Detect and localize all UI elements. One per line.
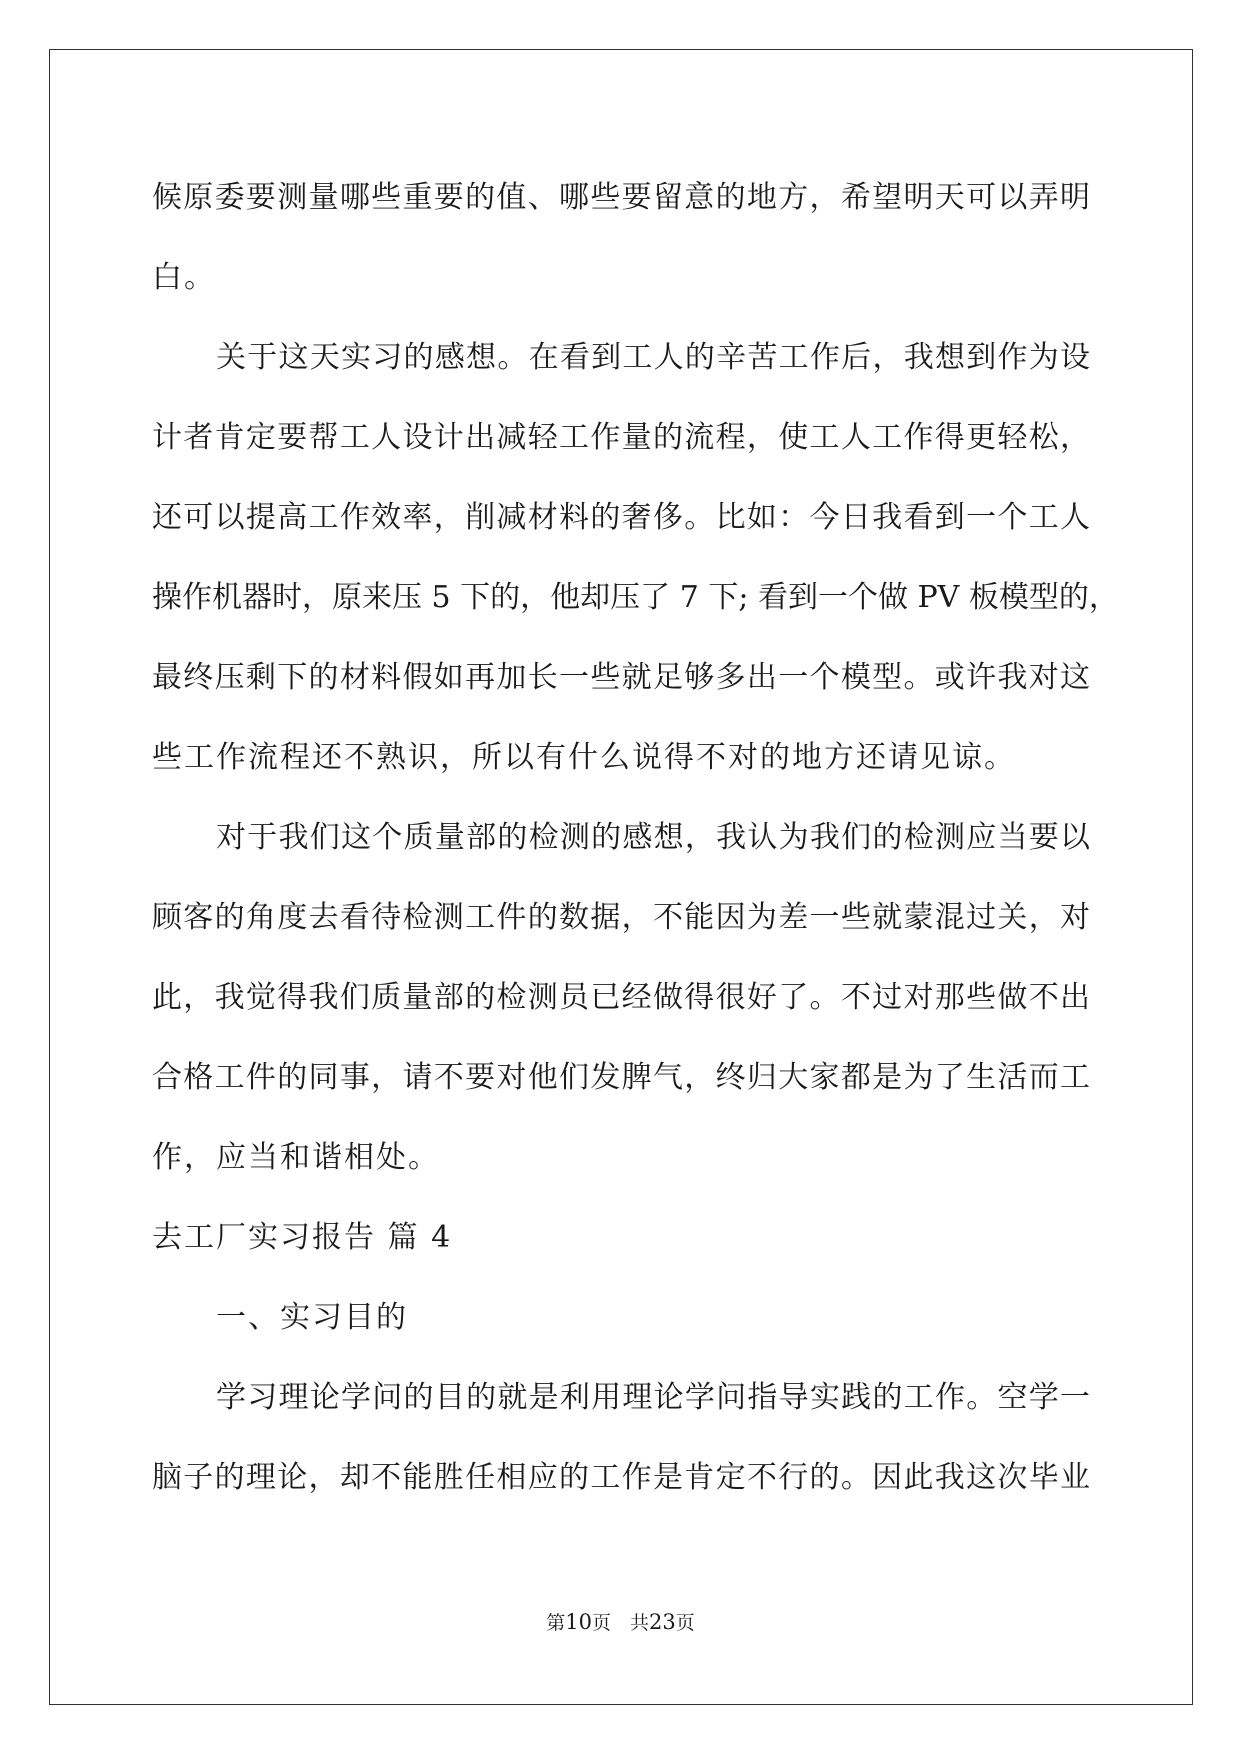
- page-total-number: 23: [649, 1610, 676, 1634]
- paragraph-line: 合格工件的同事，请不要对他们发脾气，终归大家都是为了生活而工: [152, 1060, 1090, 1095]
- page-footer: [0, 1608, 1241, 1635]
- paragraph-line: 还可以提高工作效率，削减材料的奢侈。比如：今日我看到一个工人: [152, 500, 1090, 535]
- paragraph-line: 最终压剩下的材料假如再加长一些就足够多出一个模型。或许我对这: [152, 660, 1090, 695]
- paragraph-line: 操作机器时，原来压 5 下的，他却压了 7 下; 看到一个做 PV 板模型的，: [152, 580, 1119, 615]
- paragraph-line: 此，我觉得我们质量部的检测员已经做得很好了。不过对那些做不出: [152, 980, 1090, 1015]
- paragraph-line: 计者肯定要帮工人设计出减轻工作量的流程，使工人工作得更轻松，: [152, 420, 1090, 455]
- paragraph-line: 候原委要测量哪些重要的值、哪些要留意的地方，希望明天可以弄明: [152, 180, 1090, 215]
- page-prefix: 第: [546, 1612, 566, 1634]
- paragraph-line: 作，应当和谐相处。: [152, 1140, 440, 1175]
- section-heading: 去工厂实习报告 篇 4: [152, 1220, 453, 1255]
- page-mid-text: 页 共: [591, 1612, 649, 1634]
- paragraph-line: 些工作流程还不熟识，所以有什么说得不对的地方还请见谅。: [152, 740, 1016, 775]
- page-current-number: 10: [565, 1610, 592, 1634]
- page-suffix: 页: [675, 1612, 695, 1634]
- paragraph-line: 顾客的角度去看待检测工件的数据，不能因为差一些就蒙混过关，对: [152, 900, 1090, 935]
- document-body: [152, 158, 1119, 1518]
- paragraph-line: 学习理论学问的目的就是利用理论学问指导实践的工作。空学一: [216, 1380, 1090, 1415]
- paragraph-line: 脑子的理论，却不能胜任相应的工作是肯定不行的。因此我这次毕业: [152, 1460, 1090, 1495]
- subsection-heading: 一、实习目的: [216, 1300, 408, 1335]
- paragraph-line: 对于我们这个质量部的检测的感想，我认为我们的检测应当要以: [216, 820, 1090, 855]
- paragraph-line: 关于这天实习的感想。在看到工人的辛苦工作后，我想到作为设: [216, 340, 1090, 375]
- paragraph-line: 白。: [152, 260, 216, 295]
